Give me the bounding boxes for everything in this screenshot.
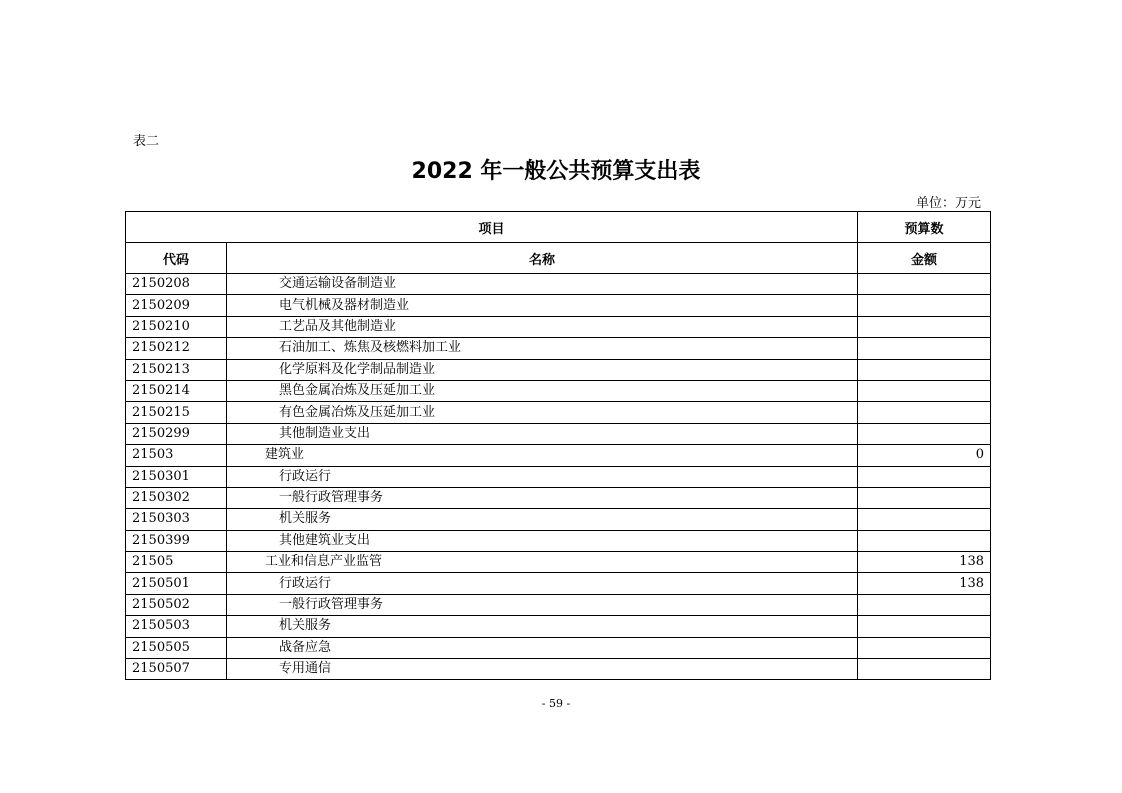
row-amount: 138 bbox=[858, 573, 991, 594]
row-name: 有色金属冶炼及压延加工业 bbox=[227, 402, 858, 423]
row-code: 2150505 bbox=[126, 637, 227, 658]
table-row bbox=[126, 659, 991, 680]
row-code: 2150214 bbox=[126, 380, 227, 401]
page-number: - 59 - bbox=[541, 697, 571, 710]
row-amount bbox=[858, 402, 991, 423]
row-amount bbox=[858, 380, 991, 401]
row-amount bbox=[858, 637, 991, 658]
table-row bbox=[126, 274, 991, 295]
row-code: 2150213 bbox=[126, 359, 227, 380]
table-row bbox=[126, 316, 991, 337]
header-project: 项目 bbox=[126, 212, 858, 243]
table-row bbox=[126, 552, 991, 573]
row-amount: 0 bbox=[858, 445, 991, 466]
header-budget: 预算数 bbox=[858, 212, 991, 243]
row-amount bbox=[858, 509, 991, 530]
table-row bbox=[126, 466, 991, 487]
table-row bbox=[126, 338, 991, 359]
row-code: 2150212 bbox=[126, 338, 227, 359]
row-name: 战备应急 bbox=[227, 637, 858, 658]
row-name: 其他制造业支出 bbox=[227, 423, 858, 444]
row-name: 建筑业 bbox=[227, 445, 858, 466]
row-name: 电气机械及器材制造业 bbox=[227, 295, 858, 316]
row-name: 工艺品及其他制造业 bbox=[227, 316, 858, 337]
row-code: 2150215 bbox=[126, 402, 227, 423]
row-code: 2150209 bbox=[126, 295, 227, 316]
table-row bbox=[126, 573, 991, 594]
table-row bbox=[126, 637, 991, 658]
table-row bbox=[126, 423, 991, 444]
row-code: 2150299 bbox=[126, 423, 227, 444]
row-code: 2150507 bbox=[126, 659, 227, 680]
row-amount bbox=[858, 616, 991, 637]
table-row bbox=[126, 402, 991, 423]
row-amount bbox=[858, 359, 991, 380]
table-body bbox=[126, 274, 991, 680]
row-amount bbox=[858, 530, 991, 551]
row-name: 专用通信 bbox=[227, 659, 858, 680]
row-amount bbox=[858, 594, 991, 615]
row-name: 黑色金属冶炼及压延加工业 bbox=[227, 380, 858, 401]
header-name: 名称 bbox=[227, 243, 858, 274]
row-name: 其他建筑业支出 bbox=[227, 530, 858, 551]
row-name: 行政运行 bbox=[227, 466, 858, 487]
row-amount: 138 bbox=[858, 552, 991, 573]
row-amount bbox=[858, 274, 991, 295]
table-row bbox=[126, 295, 991, 316]
table-row bbox=[126, 445, 991, 466]
row-amount bbox=[858, 295, 991, 316]
header-row-top bbox=[126, 212, 991, 243]
row-code: 21505 bbox=[126, 552, 227, 573]
row-amount bbox=[858, 423, 991, 444]
row-name: 一般行政管理事务 bbox=[227, 487, 858, 508]
table-row bbox=[126, 380, 991, 401]
row-code: 2150503 bbox=[126, 616, 227, 637]
row-name: 化学原料及化学制品制造业 bbox=[227, 359, 858, 380]
row-amount bbox=[858, 466, 991, 487]
table-row bbox=[126, 616, 991, 637]
row-amount bbox=[858, 487, 991, 508]
row-code: 2150210 bbox=[126, 316, 227, 337]
table-row bbox=[126, 487, 991, 508]
row-code: 21503 bbox=[126, 445, 227, 466]
header-code: 代码 bbox=[126, 243, 227, 274]
row-code: 2150501 bbox=[126, 573, 227, 594]
row-code: 2150302 bbox=[126, 487, 227, 508]
page-title: 2022 年一般公共预算支出表 bbox=[411, 159, 701, 184]
unit-label: 单位：万元 bbox=[915, 196, 981, 211]
row-amount bbox=[858, 316, 991, 337]
row-name: 一般行政管理事务 bbox=[227, 594, 858, 615]
table-row bbox=[126, 509, 991, 530]
table-row bbox=[126, 530, 991, 551]
row-name: 机关服务 bbox=[227, 509, 858, 530]
row-code: 2150502 bbox=[126, 594, 227, 615]
header-amount: 金额 bbox=[858, 243, 991, 274]
row-code: 2150208 bbox=[126, 274, 227, 295]
row-code: 2150399 bbox=[126, 530, 227, 551]
budget-table bbox=[125, 211, 991, 680]
table-row bbox=[126, 594, 991, 615]
row-code: 2150301 bbox=[126, 466, 227, 487]
row-name: 交通运输设备制造业 bbox=[227, 274, 858, 295]
table-row bbox=[126, 359, 991, 380]
row-name: 行政运行 bbox=[227, 573, 858, 594]
row-amount bbox=[858, 338, 991, 359]
row-code: 2150303 bbox=[126, 509, 227, 530]
table-label: 表二 bbox=[133, 134, 160, 149]
header-row-bottom bbox=[126, 243, 991, 274]
row-name: 工业和信息产业监管 bbox=[227, 552, 858, 573]
row-name: 石油加工、炼焦及核燃料加工业 bbox=[227, 338, 858, 359]
row-amount bbox=[858, 659, 991, 680]
row-name: 机关服务 bbox=[227, 616, 858, 637]
